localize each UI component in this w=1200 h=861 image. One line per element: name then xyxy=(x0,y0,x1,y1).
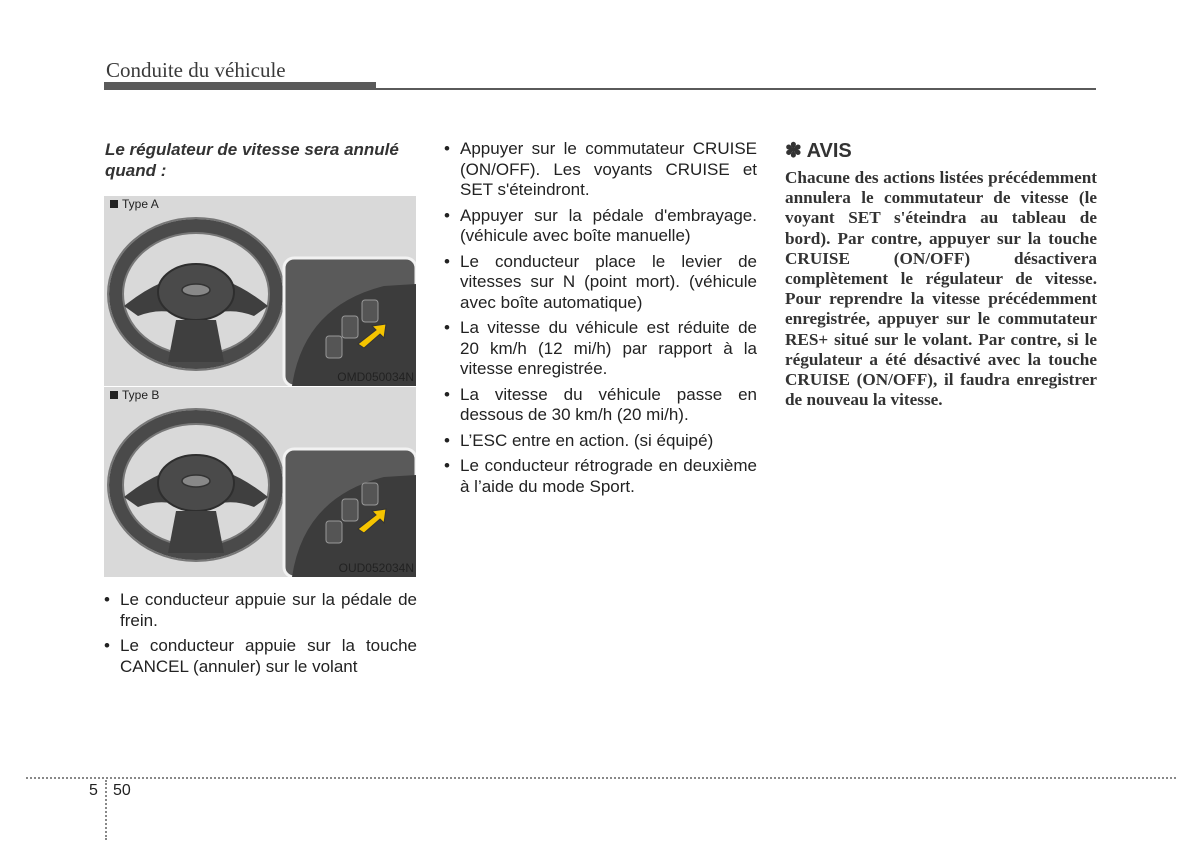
square-bullet-icon xyxy=(110,200,118,208)
column-1-bullets xyxy=(104,590,417,682)
notice-title: ✽ AVIS xyxy=(785,140,852,162)
list-item: • Appuyer sur le commutateur CRUISE (ON/OFF). Les voyants CRUISE et SET s'éteindront. xyxy=(444,139,757,201)
figure-type-label xyxy=(110,197,159,211)
steering-wheel-illustration xyxy=(104,196,416,386)
figure-type-text: Type A xyxy=(122,197,159,211)
list-item: • La vitesse du véhicule passe en dessous de 30 km/h (20 mi/h). xyxy=(444,385,757,426)
column-2-bullets xyxy=(444,139,757,502)
steering-wheel-illustration xyxy=(104,387,416,577)
footer-vertical-dotted-rule xyxy=(105,780,107,840)
square-bullet-icon xyxy=(110,391,118,399)
list-item: • Le conducteur appuie sur la touche CANCEL (annuler) sur le volant xyxy=(104,636,417,677)
notice-body: Chacune des actions listées précédemment annulera le commutateur de vitesse (le voyant SET s'éteindra au tableau de bord). Par contre, appuyer sur la touche CRUISE (ON/OFF) désactivera complètement le régulateur de vitesse. Pour reprendre la vitesse précédemment enregistrée, appuyer sur le commutateur RES+ situé sur le volant. Par contre, si le régulateur a été désactivé avec la touche CRUISE (ON/OFF), il faudra enregistrer de nouveau la vitesse. xyxy=(785,168,1097,410)
list-item: • L’ESC entre en action. (si équipé) xyxy=(444,431,757,452)
figure-type-text: Type B xyxy=(122,388,160,402)
list-item: • Appuyer sur la pédale d'embrayage. (véhicule avec boîte manuelle) xyxy=(444,206,757,247)
figure-code: OUD052034N xyxy=(338,561,414,575)
list-item: • La vitesse du véhicule est réduite de 20 km/h (12 mi/h) par rapport à la vitesse enregistrée. xyxy=(444,318,757,380)
page-header-title: Conduite du véhicule xyxy=(106,58,286,82)
figure-steering-wheel-type-b xyxy=(104,387,416,577)
list-item: • Le conducteur rétrograde en deuxième à l’aide du mode Sport. xyxy=(444,456,757,497)
header-rule xyxy=(104,88,1096,90)
list-item: • Le conducteur appuie sur la pédale de frein. xyxy=(104,590,417,631)
notice-box xyxy=(785,139,1097,410)
figure-type-label xyxy=(110,388,159,402)
figure-code: OMD050034N xyxy=(337,370,414,384)
intro-heading: Le régulateur de vitesse sera annulé quand : xyxy=(105,140,399,180)
footer-dotted-rule xyxy=(26,777,1176,779)
chapter-number: 5 xyxy=(89,782,98,799)
column-1-intro xyxy=(105,139,417,181)
page-number: 50 xyxy=(113,782,131,799)
figure-steering-wheel-type-a xyxy=(104,196,416,386)
list-item: • Le conducteur place le levier de vitesses sur N (point mort). (véhicule avec boîte automatique) xyxy=(444,252,757,314)
